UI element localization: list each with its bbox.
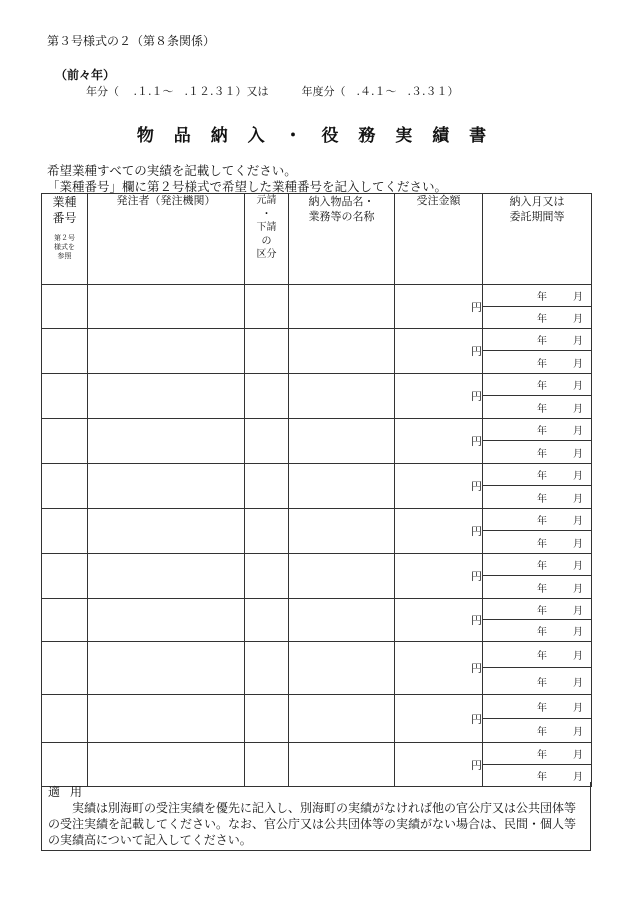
- month-label: 月: [573, 448, 583, 460]
- month-label: 月: [573, 583, 583, 595]
- yen-label: 円: [471, 525, 482, 538]
- form-number: 第３号様式の２（第８条関係）: [47, 34, 216, 48]
- year-label: 年: [537, 677, 547, 689]
- orderer-cell[interactable]: [88, 374, 245, 419]
- notes-box: [41, 782, 591, 851]
- year-month-cell[interactable]: [483, 620, 592, 642]
- record-table: [41, 193, 592, 787]
- year-label: 年: [537, 516, 547, 527]
- year-month-cell[interactable]: [483, 695, 592, 719]
- col-header-text: 納入物品名・: [308, 195, 375, 208]
- year-label: 年: [537, 336, 547, 347]
- year-month-cell[interactable]: [483, 441, 592, 464]
- month-label: 月: [573, 605, 583, 617]
- yen-label: 円: [471, 712, 482, 726]
- yen-label: 円: [471, 390, 482, 403]
- orderer-cell[interactable]: [88, 285, 245, 329]
- yen-label: 円: [471, 345, 482, 358]
- goods-name-cell[interactable]: [289, 419, 395, 464]
- year-month-cell[interactable]: [483, 374, 592, 396]
- industry-code-cell[interactable]: [42, 419, 88, 464]
- yen-label: 円: [471, 662, 482, 675]
- month-label: 月: [573, 403, 583, 415]
- orderer-cell[interactable]: [88, 464, 245, 509]
- goods-name-cell[interactable]: [289, 464, 395, 509]
- year-month-cell[interactable]: [483, 351, 592, 374]
- year-label: 年: [537, 471, 547, 482]
- contract-type-cell[interactable]: [245, 642, 289, 695]
- year-label: 年: [537, 493, 547, 505]
- contract-type-cell[interactable]: [245, 743, 289, 787]
- col-header-text: 下請: [256, 222, 277, 233]
- table-row: [42, 509, 592, 531]
- col-header-note: 参照: [57, 251, 72, 260]
- year-month-cell[interactable]: [483, 464, 592, 486]
- col-header-industry-code: [42, 194, 88, 285]
- document-title: 物 品 納 入 ・ 役 務 実 績 書: [136, 126, 494, 146]
- year-month-cell[interactable]: [483, 509, 592, 531]
- orderer-cell[interactable]: [88, 419, 245, 464]
- year-month-cell[interactable]: [483, 329, 592, 351]
- goods-name-cell[interactable]: [289, 329, 395, 374]
- year-label: 年: [537, 538, 547, 550]
- year-month-cell[interactable]: [483, 642, 592, 668]
- contract-type-cell[interactable]: [245, 464, 289, 509]
- month-label: 月: [573, 627, 583, 638]
- industry-code-cell[interactable]: [42, 554, 88, 599]
- orderer-cell[interactable]: [88, 695, 245, 743]
- table-row: [42, 642, 592, 668]
- table-row: [42, 554, 592, 576]
- amount-cell[interactable]: [395, 642, 483, 695]
- goods-name-cell[interactable]: [289, 642, 395, 695]
- amount-cell[interactable]: [395, 599, 483, 642]
- year-month-cell[interactable]: [483, 396, 592, 419]
- year-label: 年: [537, 358, 547, 370]
- month-label: 月: [573, 727, 583, 738]
- col-header-text: 委託期間等: [509, 210, 565, 224]
- month-label: 月: [573, 750, 583, 761]
- table-row: [42, 374, 592, 396]
- col-header-period: [483, 194, 592, 285]
- notes-body: 実績は別海町の受注実績を優先に記入し、別海町の実績がなければ他の官公庁又は公共団体等の受注実績を記載してください。なお、官公庁又は公共団体等の実績がない場合は、民間・個人等の実績高について記入してください。: [48, 801, 577, 847]
- yen-label: 円: [471, 300, 482, 314]
- amount-cell[interactable]: [395, 554, 483, 599]
- goods-name-cell[interactable]: [289, 285, 395, 329]
- year-month-cell[interactable]: [483, 419, 592, 441]
- industry-code-cell[interactable]: [42, 695, 88, 743]
- table-row: [42, 695, 592, 719]
- month-label: 月: [573, 493, 583, 505]
- col-header-note: 様式を: [54, 243, 75, 252]
- goods-name-cell[interactable]: [289, 374, 395, 419]
- contract-type-cell[interactable]: [245, 509, 289, 554]
- instruction-line: 「業種番号」欄に第２号様式で希望した業種番号を記入してください。: [47, 179, 448, 194]
- table-row: [42, 285, 592, 307]
- col-header-orderer: 発注者（発注機関）: [88, 194, 245, 285]
- year-label: 年: [537, 426, 547, 437]
- goods-name-cell[interactable]: [289, 554, 395, 599]
- month-label: 月: [573, 471, 583, 482]
- table-body: [42, 285, 592, 787]
- goods-name-cell[interactable]: [289, 743, 395, 787]
- year-label: 年: [537, 583, 547, 595]
- col-header-note: 第２号: [54, 234, 75, 243]
- amount-cell[interactable]: [395, 329, 483, 374]
- year-label: 年: [537, 750, 547, 761]
- year-month-cell[interactable]: [483, 285, 592, 307]
- notes-heading: 適用: [48, 785, 93, 799]
- orderer-cell[interactable]: [88, 329, 245, 374]
- col-header-text: 業務等の名称: [308, 210, 375, 224]
- industry-code-cell[interactable]: [42, 285, 88, 329]
- col-header-contract-type: [245, 194, 289, 285]
- year-label: 年: [537, 381, 547, 392]
- year-label: 年: [537, 403, 547, 415]
- yen-label: 円: [471, 614, 482, 627]
- header-row: [42, 194, 592, 285]
- yen-label: 円: [471, 758, 482, 772]
- year-month-cell[interactable]: [483, 486, 592, 509]
- year-label: 年: [537, 651, 547, 662]
- industry-code-cell[interactable]: [42, 374, 88, 419]
- col-header-text: ・: [261, 208, 272, 220]
- amount-cell[interactable]: [395, 285, 483, 329]
- industry-code-cell[interactable]: [42, 743, 88, 787]
- table-row: [42, 419, 592, 441]
- orderer-cell[interactable]: [88, 554, 245, 599]
- month-label: 月: [573, 538, 583, 550]
- year-label: 年: [537, 772, 547, 783]
- year-month-cell[interactable]: [483, 307, 592, 329]
- amount-cell[interactable]: [395, 743, 483, 787]
- year-label: 年: [537, 561, 547, 572]
- month-label: 月: [573, 561, 583, 572]
- year-month-cell[interactable]: [483, 668, 592, 695]
- year-month-cell[interactable]: [483, 743, 592, 765]
- col-header-text: の: [261, 235, 272, 247]
- year-month-cell[interactable]: [483, 554, 592, 576]
- amount-cell[interactable]: [395, 374, 483, 419]
- goods-name-cell[interactable]: [289, 599, 395, 642]
- month-label: 月: [573, 358, 583, 370]
- year-label: 年: [537, 727, 547, 738]
- goods-name-cell[interactable]: [289, 695, 395, 743]
- year-label: 年: [537, 448, 547, 460]
- table-row: [42, 743, 592, 765]
- contract-type-cell[interactable]: [245, 554, 289, 599]
- yen-label: 円: [471, 480, 482, 493]
- month-label: 月: [573, 772, 583, 783]
- month-label: 月: [573, 651, 583, 662]
- table-row: [42, 329, 592, 351]
- col-header-text: 区分: [256, 249, 277, 260]
- instruction-line: 希望業種すべての実績を記載してください。: [47, 163, 297, 178]
- contract-type-cell[interactable]: [245, 374, 289, 419]
- industry-code-cell[interactable]: [42, 329, 88, 374]
- col-header-text: 納入月又は: [509, 195, 565, 208]
- month-label: 月: [573, 314, 583, 325]
- month-label: 月: [573, 426, 583, 437]
- col-header-amount: 受注金額: [395, 194, 483, 285]
- year-label: 年: [537, 703, 547, 714]
- amount-cell[interactable]: [395, 695, 483, 743]
- table-row: [42, 599, 592, 620]
- year-label: 年: [537, 605, 547, 617]
- yen-label: 円: [471, 435, 482, 448]
- month-label: 月: [573, 292, 583, 303]
- year-label: 年: [537, 314, 547, 325]
- month-label: 月: [573, 381, 583, 392]
- orderer-cell[interactable]: [88, 509, 245, 554]
- amount-cell[interactable]: [395, 464, 483, 509]
- previous-year-label: （前々年）: [55, 68, 116, 82]
- col-header-text: 番号: [52, 211, 77, 226]
- contract-type-cell[interactable]: [245, 419, 289, 464]
- month-label: 月: [573, 336, 583, 347]
- contract-type-cell[interactable]: [245, 285, 289, 329]
- year-month-cell[interactable]: [483, 719, 592, 743]
- industry-code-cell[interactable]: [42, 464, 88, 509]
- orderer-cell[interactable]: [88, 743, 245, 787]
- industry-code-cell[interactable]: [42, 509, 88, 554]
- year-month-cell[interactable]: [483, 599, 592, 620]
- col-header-goods-name: [289, 194, 395, 285]
- year-label: 年: [537, 627, 547, 638]
- yen-label: 円: [471, 570, 482, 583]
- year-month-cell[interactable]: [483, 531, 592, 554]
- contract-type-cell[interactable]: [245, 599, 289, 642]
- orderer-cell[interactable]: [88, 599, 245, 642]
- contract-type-cell[interactable]: [245, 695, 289, 743]
- year-label: 年: [537, 292, 547, 303]
- amount-cell[interactable]: [395, 419, 483, 464]
- period-line: 年分（ .１.１～ .１２.３１）又は 年度分（ .４.１～ .３.３１）: [86, 85, 459, 98]
- year-month-cell[interactable]: [483, 576, 592, 599]
- amount-cell[interactable]: [395, 509, 483, 554]
- month-label: 月: [573, 677, 583, 689]
- goods-name-cell[interactable]: [289, 509, 395, 554]
- industry-code-cell[interactable]: [42, 599, 88, 642]
- month-label: 月: [573, 703, 583, 714]
- col-header-text: 元請: [256, 195, 277, 206]
- contract-type-cell[interactable]: [245, 329, 289, 374]
- industry-code-cell[interactable]: [42, 642, 88, 695]
- orderer-cell[interactable]: [88, 642, 245, 695]
- month-label: 月: [573, 516, 583, 527]
- table-row: [42, 464, 592, 486]
- col-header-text: 業種: [52, 195, 77, 209]
